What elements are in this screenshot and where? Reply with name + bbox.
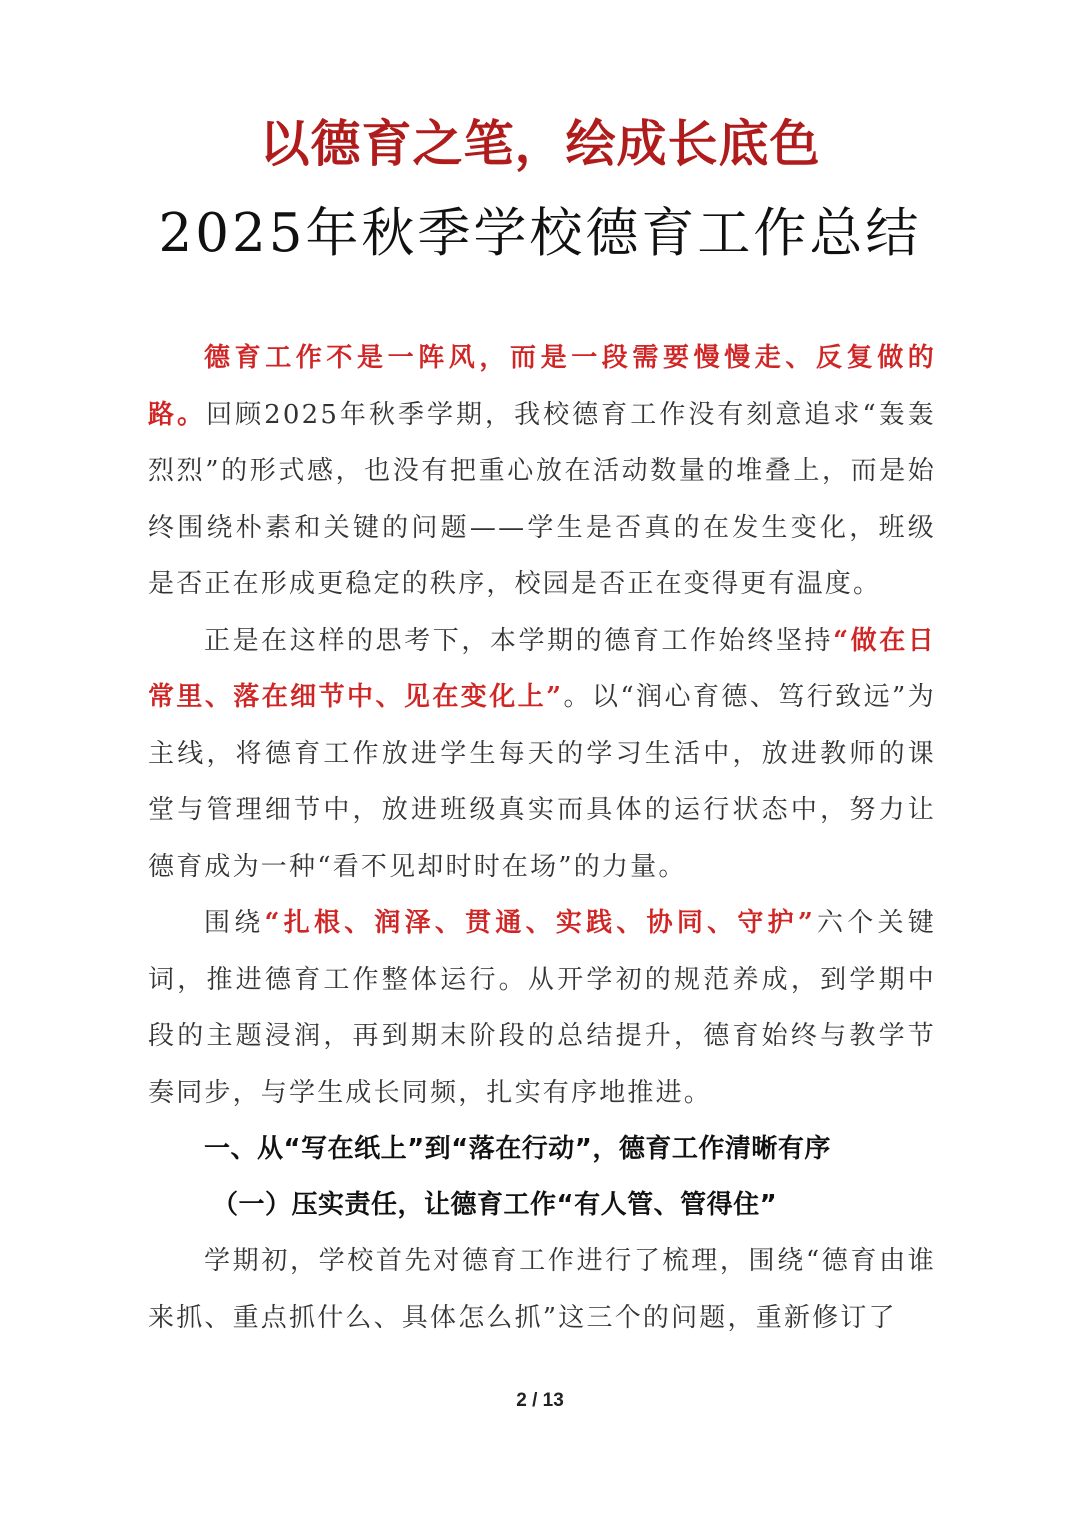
highlight-text: “扎根、润泽、贯通、实践、协同、守护” — [264, 908, 816, 938]
section-heading: 一、从“写在纸上”到“落在行动”，德育工作清晰有序 — [204, 1134, 831, 1164]
highlight-text: 德育工作不是一阵风，而是一段需要慢慢走、反复做的路。 — [148, 343, 936, 430]
subsection-heading: （一）压实责任，让德育工作“有人管、管得住” — [212, 1190, 778, 1220]
paragraph-text: 正是在这样的思考下，本学期的德育工作始终坚持 — [204, 625, 834, 656]
page-number: 2 / 13 — [516, 1390, 564, 1411]
document-title-sub: 2025年秋季学校德育工作总结 — [158, 203, 922, 264]
document-title-main: 以德育之笔，绘成长底色 — [259, 115, 821, 173]
paragraph-responsibility: 学期初，学校首先对德育工作进行了梳理，围绕“德育由谁来抓、重点抓什么、具体怎么抓”这三个的问题，重新修订了 — [148, 1246, 936, 1333]
document-body — [148, 330, 936, 1346]
paragraph-text: 回顾2025年秋季学期，我校德育工作没有刻意追求“轰轰烈烈”的形式感，也没有把重心放在活动数量的堆叠上，而是始终围绕朴素和关键的问题——学生是否真的在发生变化，班级是否正在形成更稳定的秩序，校园是否正在变得更有温度。 — [148, 399, 936, 599]
paragraph-intro — [148, 330, 936, 613]
paragraph-text: 。以“润心育德、笃行致远”为主线，将德育工作放进学生每天的学习生活中，放进教师的课堂与管理细节中，放进班级真实而具体的运行状态中，努力让德育成为一种“看不见却时时在场”的力量。 — [148, 682, 936, 882]
paragraph-principle — [148, 613, 936, 896]
paragraph-text: 围绕 — [204, 908, 265, 938]
paragraph-keywords — [148, 895, 936, 1121]
highlight-text: “做在日常里、落在细节中、见在变化上” — [148, 625, 936, 712]
paragraph-text: 六个关键词，推进德育工作整体运行。从开学初的规范养成，到学期中段的主题浸润，再到期末阶段的总结提升，德育始终与教学节奏同步，与学生成长同频，扎实有序地推进。 — [148, 908, 936, 1108]
